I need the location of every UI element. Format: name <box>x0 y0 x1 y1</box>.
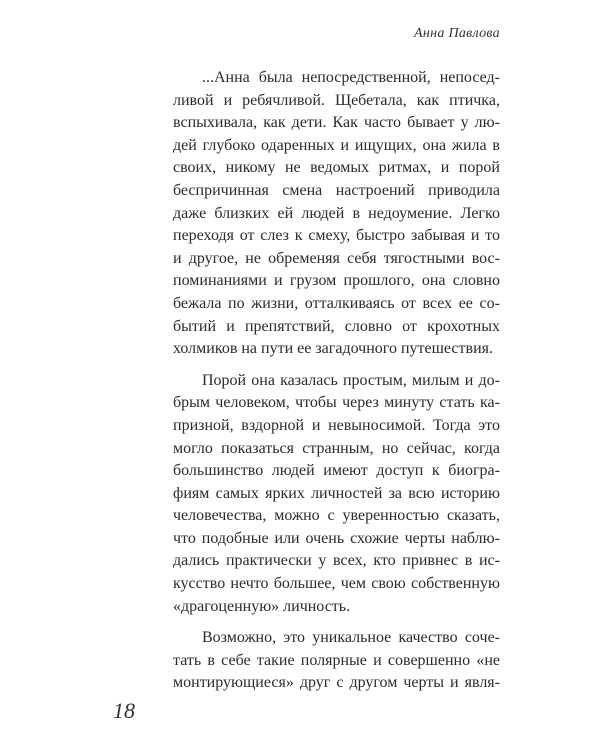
text-line: «драгоценную» личность. <box>173 597 351 615</box>
text-line: беспричинная смена настроений приводила <box>173 181 500 199</box>
text-line: бежала по жизни, отталкиваясь от всех ее со- <box>173 294 500 312</box>
text-line: своих, никому не ведомых ритмах, и порой <box>173 159 500 177</box>
running-header: Анна Павлова <box>414 26 500 41</box>
text-line: человечества, можно с уверенностью сказать, <box>173 507 500 525</box>
text-line: что подобные или очень схожие черты наблю- <box>173 529 500 547</box>
text-line: холмиков на пути ее загадочного путешествия. <box>173 340 493 358</box>
text-line: дей глубоко одаренных и ищущих, она жила в <box>173 136 500 154</box>
text-line: тать в себе такие полярные и совершенно «не <box>173 651 500 669</box>
text-line: монтирующиеся» друг с другом черты и явля- <box>173 674 500 692</box>
text-line: Порой она казалась простым, милым и до- <box>202 371 500 389</box>
paragraph-2 <box>173 370 500 619</box>
text-line: дались практически у всех, кто привнес в ис- <box>173 552 500 570</box>
text-line: Возможно, это уникальное качество соче- <box>202 629 500 647</box>
text-line: призной, вздорной и невыносимой. Тогда это <box>173 416 500 434</box>
paragraph-3 <box>173 627 500 695</box>
text-line: даже близких ей людей в недоумение. Легко <box>173 204 500 222</box>
text-line: поминаниями и грузом прошлого, она словно <box>173 272 500 290</box>
text-line: брым человеком, чтобы через минуту стать ка- <box>173 394 500 412</box>
text-line: вспыхивала, как дети. Как часто бывает у лю- <box>173 114 500 132</box>
text-line: могло показаться странным, но сейчас, когда <box>173 439 500 457</box>
body-text <box>173 67 500 695</box>
text-line: кусство нечто большее, чем свою собственную <box>173 575 500 593</box>
text-line: и другое, не обременяя себя тягостными вос- <box>173 249 500 267</box>
text-line: переходя от слез к смеху, быстро забывая и то <box>173 227 500 245</box>
page-number: 18 <box>113 698 135 723</box>
text-line: ...Анна была непосредственной, непосед- <box>202 69 500 86</box>
text-line: ливой и ребячливой. Щебетала, как птичка, <box>173 91 500 109</box>
paragraph-1 <box>173 67 500 361</box>
text-line: бытий и препятствий, словно от крохотных <box>173 317 500 335</box>
text-line: большинство людей имеют доступ к биогра- <box>173 462 500 480</box>
text-line: фиям самых ярких личностей за всю историю <box>173 484 500 502</box>
